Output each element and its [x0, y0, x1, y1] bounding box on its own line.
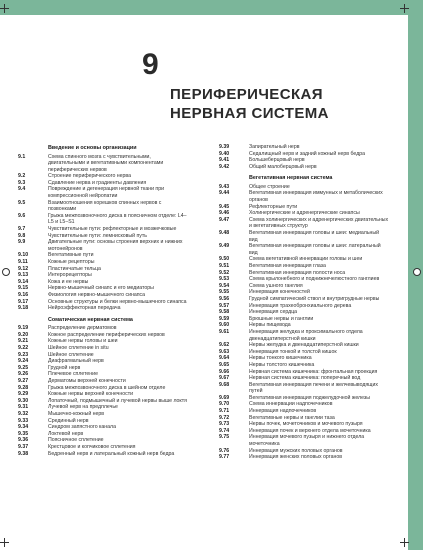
toc-entry-label: Плечевое сплетение — [48, 371, 98, 378]
toc-entry-number: 9.4 — [18, 186, 26, 193]
crop-mark — [400, 538, 409, 547]
toc-entry-number: 9.19 — [18, 325, 29, 332]
toc-entry-label: Кожные нервы головы и шеи — [48, 338, 118, 345]
toc-entry-label: Вегетативные нервы и ганглии таза — [249, 414, 335, 421]
toc-entry-label: Схема крылонебного и поднижнечелюстного ганглиев — [249, 276, 380, 283]
toc-entry-number: 9.31 — [18, 404, 29, 411]
toc-entry-number: 9.72 — [219, 414, 230, 421]
toc-entry — [219, 375, 389, 382]
crop-mark — [0, 538, 9, 547]
toc-entry-label: Лучевой нерв на предплечье — [48, 404, 118, 411]
toc-entry — [18, 358, 188, 365]
toc-entry-number: 9.70 — [219, 401, 230, 408]
toc-entry-number: 9.29 — [18, 391, 29, 398]
toc-entry-number: 9.35 — [18, 430, 29, 437]
toc-entry-number: 9.73 — [219, 421, 230, 428]
toc-entry-label: Локтевой нерв — [48, 430, 84, 437]
toc-entry — [219, 144, 389, 151]
toc-entry-label: Общий малоберцовый нерв — [249, 163, 317, 170]
toc-entry-number: 9.48 — [219, 230, 230, 237]
toc-entry-number: 9.77 — [219, 454, 230, 461]
toc-entry-label: Нервная система кишечника: фронтальная проекция — [249, 368, 378, 375]
toc-entry — [219, 309, 389, 316]
toc-entry — [219, 230, 389, 243]
toc-entry-label: Иннервация мочевого пузыря и нижнего отдела мочеточника — [249, 434, 365, 448]
toc-entry-number: 9.34 — [18, 424, 29, 431]
toc-entry-label: Грудной нерв — [48, 364, 81, 371]
toc-entry-number: 9.18 — [18, 305, 29, 312]
toc-entry — [219, 303, 389, 310]
toc-entry-number: 9.43 — [219, 183, 230, 190]
toc-entry-label: Иннервация надпочечников — [249, 408, 317, 415]
toc-entry-number: 9.1 — [18, 153, 26, 160]
toc-entry — [18, 154, 188, 174]
toc-entry-label: Нервно-мышечный синапс и его медиаторы — [48, 285, 154, 292]
toc-entry-number: 9.56 — [219, 295, 230, 302]
toc-entry-label: Физиология нервно-мышечного синапса — [48, 291, 146, 298]
toc-entry — [18, 233, 188, 240]
toc-entry — [18, 266, 188, 273]
toc-entry-number: 9.67 — [219, 375, 230, 382]
toc-entry — [219, 415, 389, 422]
toc-entry-number: 9.8 — [18, 232, 26, 239]
toc-entry-number: 9.60 — [219, 322, 230, 329]
toc-entry — [18, 200, 188, 213]
toc-entry-label: Срединный нерв — [48, 417, 89, 424]
toc-entry-number: 9.49 — [219, 243, 230, 250]
toc-entry-label: Основные структуры и белки нервно-мышечного синапса — [48, 298, 187, 305]
toc-entry — [219, 329, 389, 342]
toc-entry-label: Вегетативная иннервация поджелудочной железы — [249, 394, 370, 401]
toc-entry — [18, 285, 188, 292]
toc-entry-number: 9.52 — [219, 269, 230, 276]
toc-entry — [18, 431, 188, 438]
toc-entry — [18, 365, 188, 372]
toc-entry — [219, 355, 389, 362]
toc-entry-number: 9.26 — [18, 371, 29, 378]
toc-entry-label: Нейроэффекторная передача — [48, 305, 121, 312]
toc-entry — [18, 239, 188, 252]
toc-entry — [18, 424, 188, 431]
toc-entry-label: Вегетативная иннервация полости носа — [249, 269, 346, 276]
toc-entry-label: Схема вегетативной иннервации головы и шеи — [249, 256, 363, 263]
crop-mark — [0, 4, 9, 13]
toc-entry-label: Иннервация сердца — [249, 309, 298, 316]
toc-entry-number: 9.41 — [219, 157, 230, 164]
toc-entry — [219, 164, 389, 171]
toc-entry-label: Общее строение — [249, 183, 290, 190]
toc-entry-number: 9.47 — [219, 216, 230, 223]
toc-entry — [219, 270, 389, 277]
toc-entry — [18, 259, 188, 266]
section-gap — [18, 312, 188, 316]
toc-entry-number: 9.59 — [219, 315, 230, 322]
toc-entry-label: Грудной симпатический ствол и внутригрудные нервы — [249, 295, 380, 302]
toc-entry-number: 9.37 — [18, 443, 29, 450]
toc-entry — [18, 332, 188, 339]
toc-entry-number: 9.54 — [219, 282, 230, 289]
toc-entry-label: Вегетативная иннервация головы и шеи: медиальный вид — [249, 230, 380, 243]
toc-entry-number: 9.27 — [18, 378, 29, 384]
toc-entry-label: Интерорецепторы — [48, 272, 92, 279]
toc-entry-label: Взаимоотношения корешков спинных нервов с позвонками — [48, 199, 162, 213]
toc-entry-label: Чувствительные пути: лемнисковый путь — [48, 232, 147, 239]
toc-entry — [219, 276, 389, 283]
toc-entry-label: Схема ушного ганглия — [249, 282, 303, 289]
crop-mark — [400, 4, 409, 13]
toc-entry-number: 9.75 — [219, 434, 230, 441]
toc-entry-label: Шейное сплетение — [48, 351, 94, 358]
toc-entry-label: Иннервация мужских половых органов — [249, 447, 343, 454]
toc-entry — [219, 263, 389, 270]
toc-entry-label: Брюшные нервы и ганглии — [249, 315, 314, 322]
toc-right-column — [219, 144, 389, 461]
toc-entry-number: 9.5 — [18, 199, 26, 206]
toc-entry-number: 9.32 — [18, 410, 29, 417]
toc-entry — [18, 371, 188, 378]
toc-entry — [219, 362, 389, 369]
toc-entry — [18, 252, 188, 259]
toc-entry-number: 9.2 — [18, 173, 26, 180]
toc-entry-label: Пластинчатые тельца — [48, 265, 101, 272]
toc-entry — [18, 418, 188, 425]
toc-entry — [219, 454, 389, 461]
toc-entry-label: Диафрагмальный нерв — [48, 358, 104, 365]
toc-entry-number: 9.38 — [18, 450, 29, 457]
toc-entry-label: Синдром запястного канала — [48, 424, 116, 431]
toc-entry-label: Иннервация тонкой и толстой кишок — [249, 348, 337, 355]
toc-entry — [18, 186, 188, 199]
toc-entry — [18, 213, 188, 226]
chapter-title — [170, 85, 390, 123]
toc-entry-number: 9.39 — [219, 144, 230, 150]
toc-entry-number: 9.13 — [18, 272, 29, 279]
toc-entry-number: 9.76 — [219, 447, 230, 454]
toc-entry — [219, 210, 389, 217]
toc-entry — [219, 408, 389, 415]
toc-entry-number: 9.42 — [219, 163, 230, 170]
toc-section-heading: Введение и основы организации — [48, 145, 137, 151]
toc-entry-label: Поясничное сплетение — [48, 437, 104, 444]
toc-entry-number: 9.74 — [219, 427, 230, 434]
chapter-title-line: ПЕРИФЕРИЧЕСКАЯ — [170, 86, 323, 103]
toc-entry-label: Большеберцовый нерв — [249, 157, 305, 164]
toc-entry — [18, 404, 188, 411]
toc-entry-number: 9.44 — [219, 190, 230, 197]
toc-entry-label: Иннервация трахеобронхиального дерева — [249, 302, 352, 309]
toc-entry-number: 9.65 — [219, 361, 230, 368]
toc-entry — [219, 401, 389, 408]
toc-entry-number: 9.7 — [18, 226, 26, 233]
toc-entry-label: Кожные нервы верхней конечности — [48, 391, 134, 398]
toc-entry-number: 9.62 — [219, 342, 230, 349]
toc-entry-label: Нервы толстого кишечника — [249, 361, 315, 368]
toc-entry-number: 9.10 — [18, 252, 29, 259]
toc-entry-label: Повреждение и дегенерация нервной ткани при компрессионной нейропатии — [48, 186, 165, 200]
toc-entry-label: Бедренный нерв и латеральный кожный нерв бедра — [48, 450, 175, 457]
toc-left-column — [18, 144, 188, 457]
toc-entry — [18, 451, 188, 458]
toc-entry — [219, 296, 389, 303]
toc-entry-label: Вегетативные пути — [48, 252, 94, 259]
toc-entry — [219, 349, 389, 356]
toc-entry — [219, 217, 389, 230]
toc-entry — [18, 378, 188, 385]
toc-entry — [18, 173, 188, 180]
toc-entry — [219, 434, 389, 447]
toc-entry-number: 9.22 — [18, 345, 29, 352]
toc-entry-number: 9.15 — [18, 285, 29, 292]
toc-entry-number: 9.68 — [219, 381, 230, 388]
toc-entry-number: 9.16 — [18, 291, 29, 298]
toc-entry-number: 9.57 — [219, 302, 230, 309]
toc-entry — [219, 382, 389, 395]
toc-entry-label: Грыжа межпозвоночного диска в шейном отделе — [48, 384, 166, 391]
toc-entry-number: 9.36 — [18, 437, 29, 444]
toc-entry — [219, 342, 389, 349]
toc-entry-label: Сдавление нерва и градиенты давления — [48, 179, 147, 186]
toc-entry — [219, 289, 389, 296]
toc-section-heading: Соматическая нервная система — [48, 316, 133, 323]
toc-entry-number: 9.71 — [219, 408, 230, 415]
toc-entry-number: 9.17 — [18, 298, 29, 305]
toc-entry-label: Лопаточный, подмышечный и лучевой нервы выше локтя — [48, 397, 187, 404]
toc-entry — [219, 448, 389, 455]
toc-entry-label: Запирательный нерв — [249, 144, 300, 150]
toc-entry-label: Схема холинергических и адренергических двигательных и вегетативных структур — [249, 216, 389, 230]
toc-entry — [18, 292, 188, 299]
toc-entry-label: Иннервация почек и верхнего отдела мочеточника — [249, 427, 371, 434]
toc-entry-label: Двигательные пути: основы строения верхних и нижних мотонейронов — [48, 239, 183, 252]
toc-entry-number: 9.3 — [18, 179, 26, 186]
toc-entry-label: Распределение дерматомов — [48, 325, 117, 332]
toc-entry-number: 9.64 — [219, 355, 230, 362]
toc-entry-label: Строение периферического нерва — [48, 173, 131, 180]
toc-entry — [18, 272, 188, 279]
toc-entry — [219, 316, 389, 323]
toc-entry-number: 9.11 — [18, 259, 28, 265]
toc-entry — [219, 184, 389, 191]
toc-entry-number: 9.9 — [18, 239, 26, 246]
toc-entry-label: Грыжа межпозвоночного диска в поясничном отделе: L4–L5 и L5–S1 — [48, 212, 187, 226]
toc-entry-number: 9.25 — [18, 364, 29, 371]
toc-entry — [18, 345, 188, 352]
toc-section-heading: Вегетативная нервная система — [249, 175, 333, 182]
toc-entry — [18, 444, 188, 451]
toc-entry-label: Нервная система кишечника: поперечный вод — [249, 375, 361, 382]
toc-entry-number: 9.23 — [18, 351, 29, 358]
toc-entry-label: Чувствительные пути: рефлекторные и мозжечковые — [48, 226, 177, 233]
toc-entry-label: Кожа и ее нервы — [48, 278, 89, 285]
toc-entry-number: 9.12 — [18, 265, 29, 272]
toc-entry-label: Схема иннервации надпочечников — [249, 401, 333, 408]
toc-entry — [18, 437, 188, 444]
toc-entry-number: 9.21 — [18, 338, 29, 345]
toc-entry — [219, 190, 389, 203]
toc-entry-label: Иннервация конечностей — [249, 289, 310, 296]
toc-entry-number: 9.51 — [219, 263, 230, 269]
toc-entry — [18, 305, 188, 312]
toc-entry-number: 9.53 — [219, 276, 230, 283]
toc-entry — [18, 226, 188, 233]
toc-entry-label: Нервы тонкого кишечника — [249, 355, 312, 362]
toc-entry-number: 9.20 — [18, 331, 29, 338]
toc-entry-number: 9.30 — [18, 397, 29, 404]
section-gap — [219, 170, 389, 174]
toc-entry-label: Крестцовое и копчиковое сплетения — [48, 443, 136, 450]
toc-entry — [219, 395, 389, 402]
chapter-number: 9 — [142, 48, 159, 81]
toc-entry-label: Седалищный нерв и задний кожный нерв бедра — [249, 150, 365, 157]
toc-entry-number: 9.50 — [219, 256, 230, 263]
toc-entry — [219, 256, 389, 263]
toc-entry-label: Нервы пищевода — [249, 322, 291, 329]
toc-entry — [219, 421, 389, 428]
toc-entry — [219, 428, 389, 435]
registration-mark — [2, 268, 10, 276]
toc-entry-label: Холинергические и адренергические синапсы — [249, 210, 360, 217]
toc-entry-number: 9.69 — [219, 394, 230, 401]
toc-entry — [219, 243, 389, 256]
toc-entry-label: Рефлекторные пути — [249, 203, 298, 210]
toc-entry-number: 9.14 — [18, 278, 29, 285]
toc-entry-label: Вегетативная иннервация глаза — [249, 263, 326, 269]
toc-entry — [219, 322, 389, 329]
toc-entry-number: 9.6 — [18, 212, 26, 219]
toc-entry-number: 9.63 — [219, 348, 230, 355]
toc-entry-label: Нервы почек, мочеточников и мочевого пузыря — [249, 421, 363, 428]
toc-entry-number: 9.33 — [18, 417, 29, 424]
toc-entry-label: Вегетативная иннервация головы и шеи: латеральный вид — [249, 243, 381, 256]
toc-entry-number: 9.61 — [219, 328, 230, 335]
toc-entry — [219, 157, 389, 164]
toc-entry-label: Вегетативная иннервация печени и желчевыводящих путей — [249, 381, 378, 395]
toc-entry-number: 9.55 — [219, 289, 230, 296]
registration-mark — [413, 268, 421, 276]
toc-entry-label: Дерматомы верхней конечности — [48, 378, 126, 384]
toc-entry-label: Шейное сплетение in situ — [48, 345, 109, 352]
toc-entry-label: Кожное распределение периферических нервов — [48, 331, 165, 338]
toc-entry-number: 9.46 — [219, 210, 230, 217]
toc-entry-label: Схема спинного мозга с чувствительными, двигательными и вегетативными компонентами периферических нервов — [48, 153, 164, 173]
top-green-band — [0, 0, 423, 15]
toc-entry-number: 9.40 — [219, 150, 230, 157]
toc-entry-label: Нервы желудка и двенадцатиперстной кишки — [249, 342, 359, 349]
toc-entry-label: Кожные рецепторы — [48, 259, 95, 265]
toc-entry — [18, 391, 188, 398]
toc-entry-number: 9.24 — [18, 358, 29, 365]
toc-entry-label: Иннервация желудка и проксимального отдела двенадцатиперстной кишки — [249, 328, 363, 342]
toc-entry-label: Иннервация женских половых органов — [249, 454, 342, 461]
toc-entry — [18, 325, 188, 332]
toc-entry — [18, 411, 188, 418]
toc-entry-number: 9.58 — [219, 309, 230, 316]
chapter-title-line: НЕРВНАЯ СИСТЕМА — [170, 105, 329, 122]
toc-entry-label: Вегетативная иннервация иммунных и метаболических органов — [249, 190, 383, 204]
toc-entry-number: 9.45 — [219, 203, 230, 210]
toc-entry-label: Мышечно-кожный нерв — [48, 410, 105, 417]
toc-entry — [219, 204, 389, 211]
toc-entry-number: 9.28 — [18, 384, 29, 391]
toc-entry-number: 9.66 — [219, 368, 230, 375]
